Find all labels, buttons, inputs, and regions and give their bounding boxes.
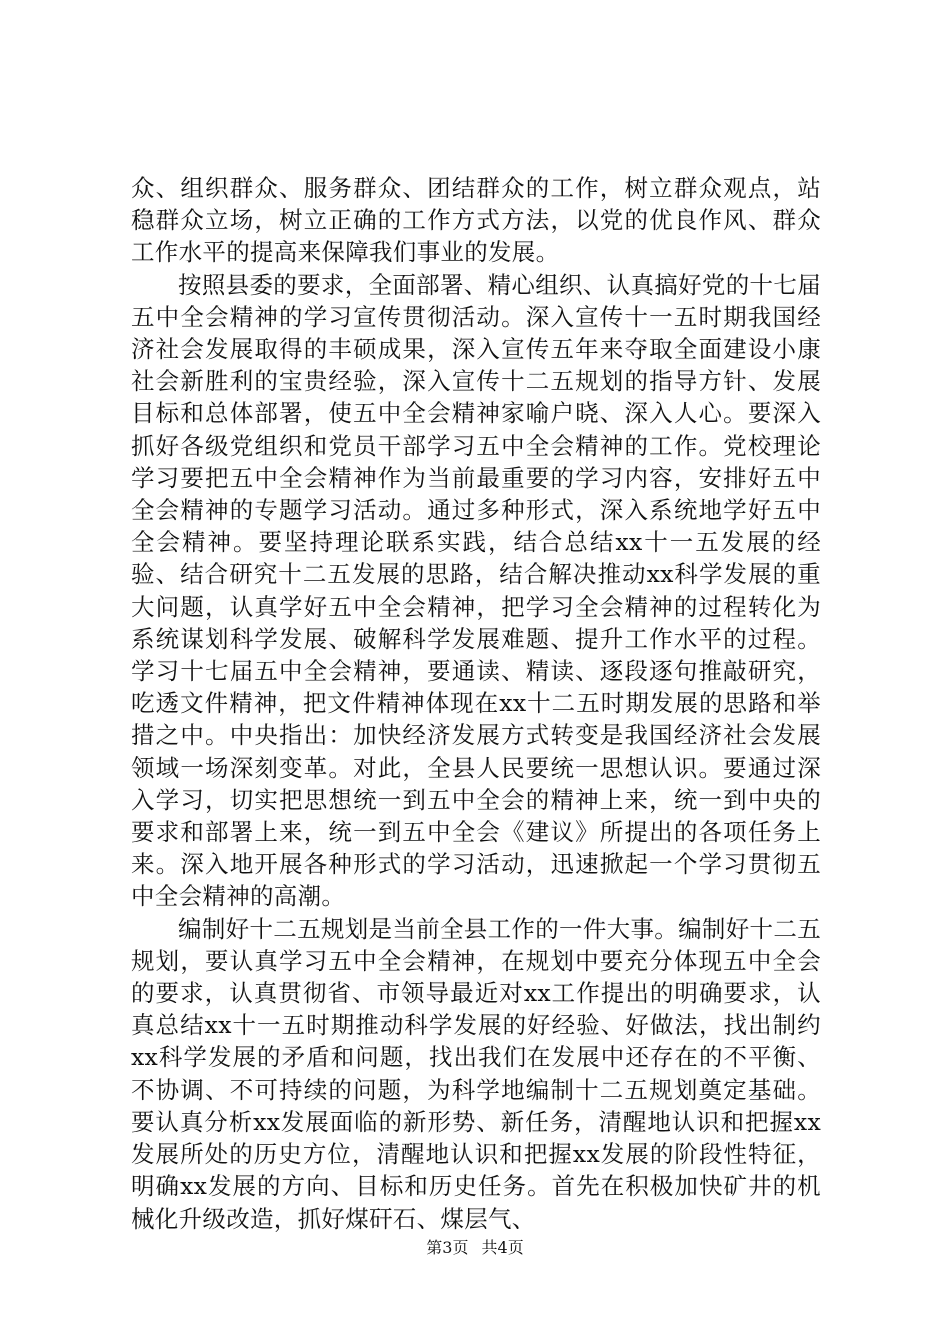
document-body xyxy=(131,172,821,1235)
paragraph-2: 按照县委的要求，全面部署、精心组织、认真搞好党的十七届五中全会精神的学习宣传贯彻活动。深入宣传十一五时期我国经济社会发展取得的丰硕成果，深入宣传五年来夺取全面建设小康社会新胜利的宝贵经验，深入宣传十二五规划的指导方针、发展目标和总体部署，使五中全会精神家喻户晓、深入人心。要深入抓好各级党组织和党员干部学习五中全会精神的工作。党校理论学习要把五中全会精神作为当前最重要的学习内容，安排好五中全会精神的专题学习活动。通过多种形式，深入系统地学好五中全会精神。要坚持理论联系实践，结合总结xx十一五发展的经验、结合研究十二五发展的思路，结合解决推动xx科学发展的重大问题，认真学好五中全会精神，把学习全会精神的过程转化为系统谋划科学发展、破解科学发展难题、提升工作水平的过程。学习十七届五中全会精神，要通读、精读、逐段逐句推敲研究，吃透文件精神，把文件精神体现在xx十二五时期发展的思路和举措之中。中央指出：加快经济发展方式转变是我国经济社会发展领域一场深刻变革。对此，全县人民要统一思想认识。要通过深入学习，切实把思想统一到五中全会的精神上来，统一到中央的要求和部署上来，统一到五中全会《建议》所提出的各项任务上来。深入地开展各种形式的学习活动，迅速掀起一个学习贯彻五中全会精神的高潮。 xyxy=(131,270,821,911)
paragraph-1: 众、组织群众、服务群众、团结群众的工作，树立群众观点，站稳群众立场，树立正确的工作方式方法，以党的优良作风、群众工作水平的提高来保障我们事业的发展。 xyxy=(131,174,821,267)
page-number: 第3页 xyxy=(426,1238,469,1257)
page-footer xyxy=(0,1235,950,1258)
paragraph-3: 编制好十二五规划是当前全县工作的一件大事。编制好十二五规划，要认真学习五中全会精神，在规划中要充分体现五中全会的要求，认真贯彻省、市领导最近对xx工作提出的明确要求，认真总结xx十一五时期推动科学发展的好经验、好做法，找出制约xx科学发展的矛盾和问题，找出我们在发展中还存在的不平衡、不协调、不可持续的问题，为科学地编制十二五规划奠定基础。要认真分析xx发展面临的新形势、新任务，清醒地认识和把握xx发展所处的历史方位，清醒地认识和把握xx发展的阶段性特征，明确xx发展的方向、目标和历史任务。首先在积极加快矿井的机械化升级改造，抓好煤矸石、煤层气、 xyxy=(131,914,821,1233)
page-total: 共4页 xyxy=(481,1238,524,1257)
